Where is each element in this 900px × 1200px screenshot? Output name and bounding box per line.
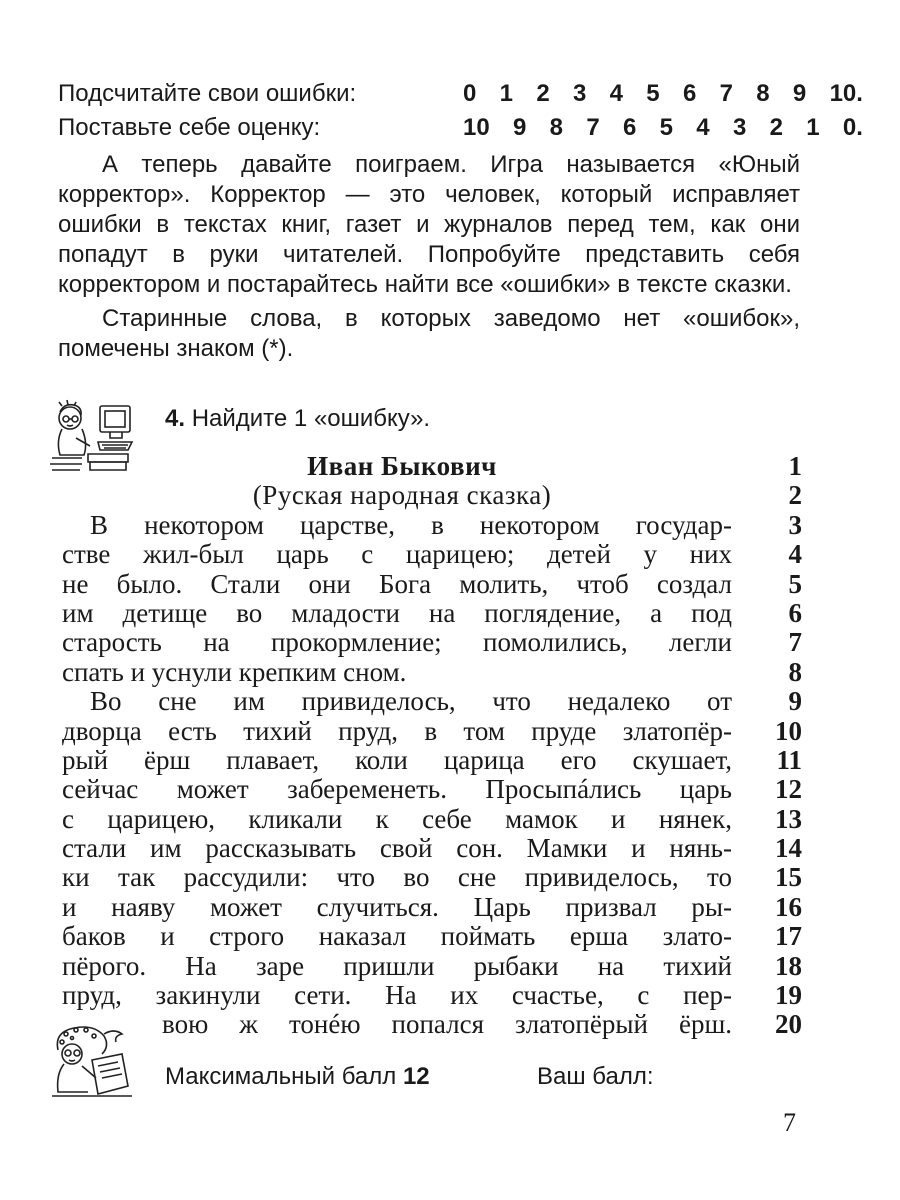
error-count: 7 (719, 80, 733, 107)
reading-kid-icon (48, 1020, 138, 1100)
tale-line (62, 599, 802, 628)
tale-line-text: и наяву может случиться. Царь призвал ры- (62, 891, 732, 922)
error-count: 10. (829, 80, 863, 107)
max-score-value: 12 (402, 1063, 430, 1090)
task-number: 4. (165, 405, 186, 432)
error-count: 4 (609, 80, 623, 107)
tale-line (62, 981, 802, 1010)
line-number: 11 (776, 744, 802, 775)
tale-subtitle: (Руская народная сказка) (252, 480, 552, 511)
tale-line (62, 746, 802, 775)
intro-paragraph: Старинные слова, в которых заведомо нет «ошибок», помечены знаком (*). (58, 305, 800, 362)
line-number: 1 (788, 451, 802, 481)
line-number: 13 (775, 803, 802, 834)
task-text: Найдите 1 «ошибку». (191, 405, 431, 432)
max-score-label: Максимальный балл (165, 1063, 397, 1090)
intro-paragraph: А теперь давайте поиграем. Игра называется «Юный корректор». Корректор — это человек, который исправляет ошибки в текстах книг, газет и журналов перед тем, как они попадут в руки читателей. Попробуйте представить себя корректором и постарайтесь найти все «ошибки» в тексте сказки. (58, 151, 800, 298)
tale-line (62, 922, 802, 951)
tale-line (62, 481, 802, 510)
tale-line-text: сейчас может забеременеть. Просыпáлись царь (62, 774, 732, 805)
tale-line (62, 540, 802, 569)
grade-value: 2 (769, 114, 783, 141)
tale-line-text: вою ж тонéю попался златопёрый ёрш. (162, 1009, 732, 1040)
tale-line-text: стве жил-был царь с царицею; детей у них (62, 539, 732, 570)
grade-value: 9 (513, 114, 527, 141)
grade-label: Поставьте себе оценку: (58, 114, 321, 141)
tale-line (62, 893, 802, 922)
tale-line-text: пруд, закинули сети. На их счастье, с пер- (62, 980, 732, 1011)
line-number: 6 (788, 597, 802, 628)
grade-value: 3 (732, 114, 747, 141)
your-score-label: Ваш балл: (537, 1063, 654, 1090)
line-number: 8 (788, 656, 802, 687)
line-number: 4 (788, 539, 802, 570)
error-count: 5 (646, 80, 660, 107)
line-number: 7 (788, 627, 802, 658)
tale-line (62, 628, 802, 657)
tale-line (62, 863, 802, 892)
tale-line (62, 717, 802, 746)
error-count: 0 (463, 80, 477, 107)
grade-values (463, 114, 863, 142)
grade-value: 10 (463, 114, 490, 141)
errors-label: Подсчитайте свои ошибки: (58, 80, 357, 107)
grade-row (58, 114, 863, 148)
tale-line-text: баков и строго наказал поймать ерша злато- (62, 921, 732, 952)
grade-value: 4 (696, 114, 710, 141)
tale-line-text: рый ёрш плавает, коли царица его скушает, (62, 744, 732, 775)
tale-line (62, 687, 802, 716)
line-number: 14 (775, 833, 802, 864)
tale-line (62, 805, 802, 834)
errors-row (58, 80, 863, 114)
line-number: 3 (788, 509, 802, 540)
tale-line (62, 511, 802, 540)
line-number: 15 (775, 862, 802, 893)
line-number: 5 (788, 568, 802, 599)
line-number: 12 (775, 774, 802, 805)
tale-line (62, 1010, 802, 1039)
grade-value: 1 (806, 114, 820, 141)
grade-value: 0. (842, 114, 863, 141)
error-count: 1 (499, 80, 514, 107)
tale-line (62, 570, 802, 599)
line-number: 2 (788, 480, 802, 511)
tale-line-text: Во сне им привиделось, что недалеко от (90, 686, 732, 717)
error-count: 6 (682, 80, 697, 107)
page-number: 7 (783, 1108, 796, 1137)
tale-text (62, 452, 802, 1040)
tale-line-text: спать и уснули крепким сном. (62, 656, 407, 687)
tale-line-text: им детище во младости на поглядение, а под (62, 597, 732, 628)
line-number: 17 (775, 921, 802, 952)
tale-line-text: пёрого. На заре пришли рыбаки на тихий (62, 950, 732, 981)
tale-line-text: дворца есть тихий пруд, в том пруде златопёр- (62, 715, 732, 746)
score-footer (165, 1063, 654, 1091)
tale-line-text: В некотором царстве, в некотором государ- (90, 509, 732, 540)
error-count: 8 (756, 80, 770, 107)
tale-title: Иван Быкович (307, 451, 497, 481)
tale-line-text: старость на прокормление; помолились, легли (62, 627, 732, 658)
tale-line-text: ки так рассудили: что во сне привиделось, то (62, 862, 732, 893)
line-number: 10 (775, 715, 802, 746)
task-title (165, 405, 430, 433)
grade-value: 7 (586, 114, 600, 141)
tale-line-text: не было. Стали они Бога молить, чтоб создал (62, 568, 732, 599)
tale-line (62, 834, 802, 863)
grade-value: 6 (622, 114, 637, 141)
line-number: 19 (775, 980, 802, 1011)
line-number: 20 (775, 1009, 802, 1040)
error-count: 9 (792, 80, 807, 107)
grade-value: 5 (659, 114, 673, 141)
errors-values (463, 80, 863, 108)
intro-text (58, 150, 800, 364)
line-number: 9 (788, 686, 802, 717)
tale-line-text: с царицею, кликали к себе мамок и нянек, (62, 803, 732, 834)
grade-value: 8 (549, 114, 564, 141)
tale-line (62, 775, 802, 804)
tale-line (62, 952, 802, 981)
tale-line-text: стали им рассказывать свой сон. Мамки и нянь- (62, 833, 732, 864)
line-number: 16 (775, 891, 802, 922)
line-number: 18 (775, 950, 802, 981)
tale-line (62, 452, 802, 481)
scoring-table (58, 80, 863, 148)
error-count: 3 (572, 80, 587, 107)
tale-line (62, 658, 802, 687)
error-count: 2 (536, 80, 550, 107)
